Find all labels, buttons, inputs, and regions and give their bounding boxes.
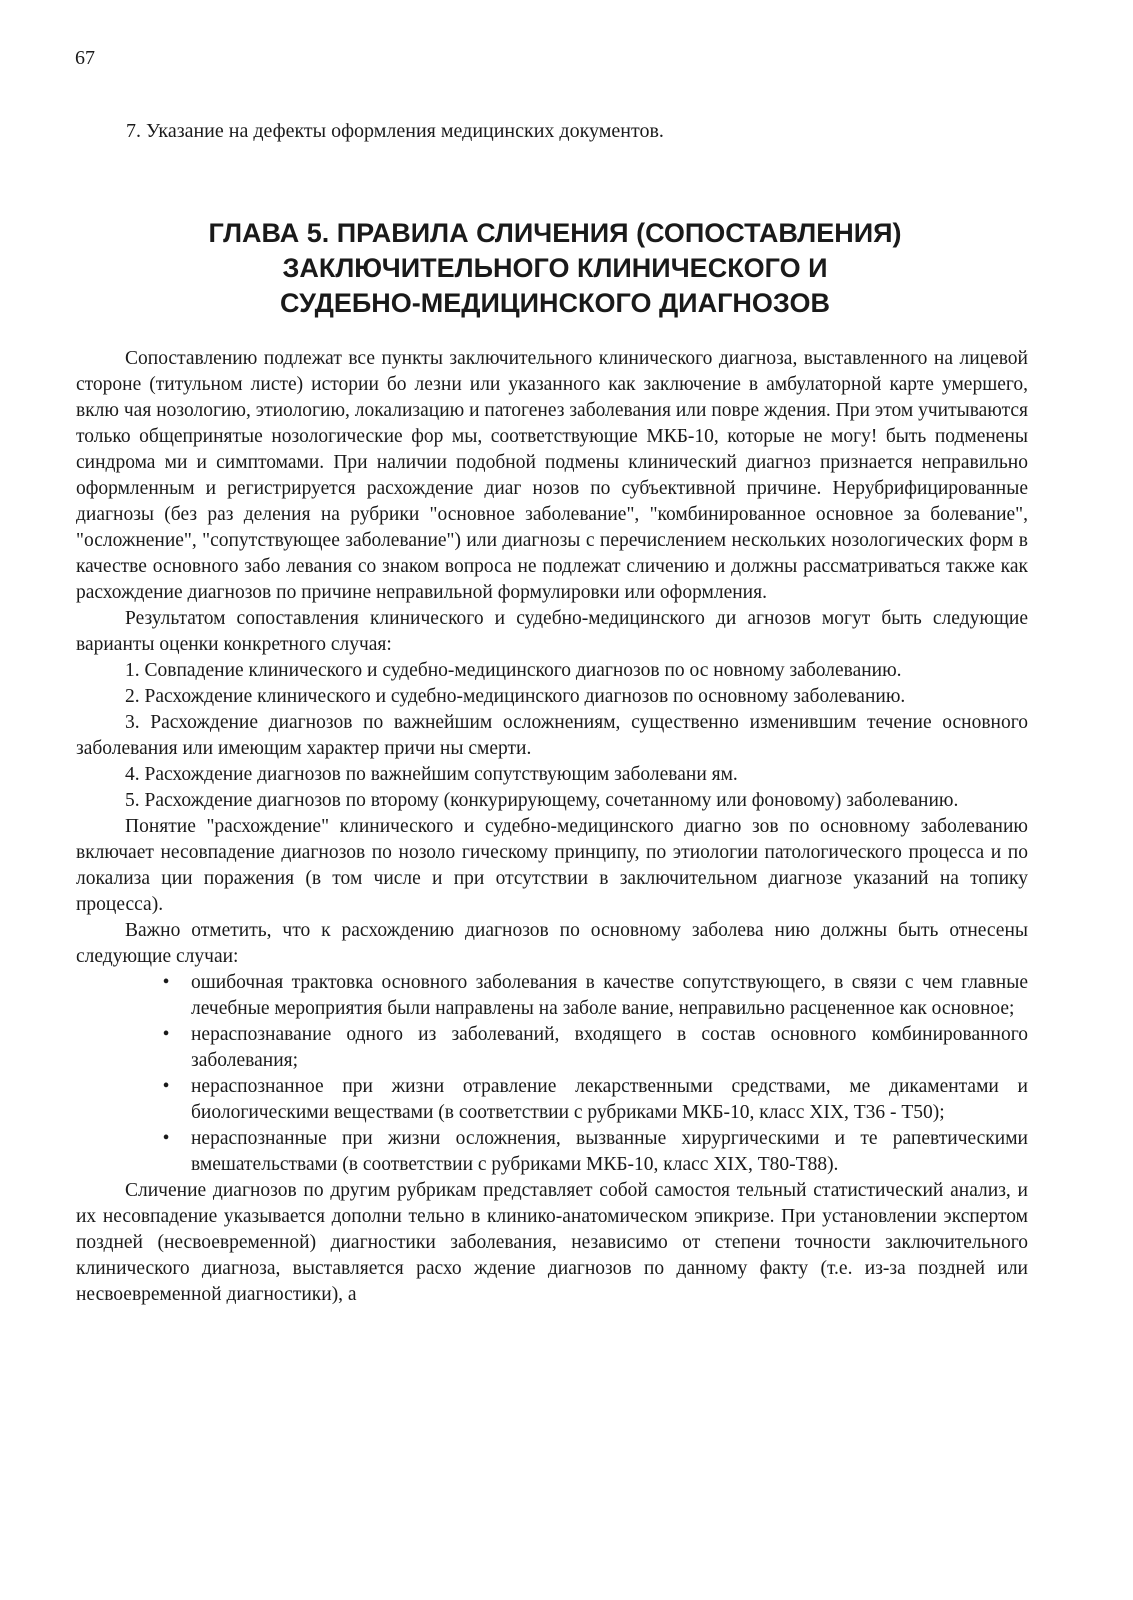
paragraph: Важно отметить, что к расхождению диагнозов по основному заболева нию должны быть отнесены следующие случаи: bbox=[76, 920, 1028, 967]
bullet-text: нераспознанные при жизни осложнения, вызванные хирургическими и те рапевтическими вмешательствами (в соответствии с рубриками МКБ-10, класс XIX, Т80-Т88). bbox=[191, 1128, 1028, 1175]
paragraph: Сличение диагнозов по другим рубрикам представляет собой самостоя тельный статистический анализ, и их несовпадение указывается дополни тельно в клинико-анатомическом эпикризе. При установлении экспертом поздней (несвоевременной) диагностики заболевания, независимо от степени точности заключительного клинического диагноза, выставляется расхо ждение диагнозов по данному факту (т.е. из-за поздней или несвоевременной диагностики), а bbox=[76, 1180, 1028, 1305]
body-text bbox=[76, 346, 1028, 1308]
chapter-title bbox=[75, 216, 1035, 321]
paragraph: Сопоставлению подлежат все пункты заключительного клинического диагноза, выставленного на лицевой стороне (титульном листе) истории бо лезни или указанного как заключение в амбулаторной карте умершего, вклю чая нозологию, этиологию, локализацию и патогенез заболевания или повре ждения. При этом учитываются только общепринятые нозологические фор мы, соответствующие МКБ-10, которые не могу! быть подменены синдрома ми и симптомами. При наличии подобной подмены клинический диагноз признается неправильно оформленным и регистрируется расхождение диаг нозов по субъективной причине. Нерубрифицированные диагнозы (без раз деления на рубрики "основное заболевание", "комбинированное основное за болевание", "осложнение", "сопутствующее заболевание") или диагнозы с перечислением нескольких нозологических форм в качестве основного забо левания со знаком вопроса не подлежат сличению и должны рассматриваться также как расхождение диагнозов по причине неправильной формулировки или оформления. bbox=[76, 348, 1028, 603]
paragraph: Результатом сопоставления клинического и судебно-медицинского ди агнозов могут быть следующие варианты оценки конкретного случая: bbox=[76, 608, 1028, 655]
bullet-text: нераспознавание одного из заболеваний, входящего в состав основного комбинированного заболевания; bbox=[191, 1024, 1028, 1071]
bullet-item bbox=[76, 1022, 1028, 1074]
bullet-icon: • bbox=[162, 1076, 170, 1097]
bullet-icon: • bbox=[162, 1024, 170, 1045]
page-number: 67 bbox=[75, 47, 95, 69]
numbered-item: 5. Расхождение диагнозов по второму (конкурирующему, сочетанному или фоновому) заболеванию. bbox=[125, 790, 959, 811]
chapter-title-line: СУДЕБНО-МЕДИЦИНСКОГО ДИАГНОЗОВ bbox=[280, 288, 830, 318]
bullet-text: ошибочная трактовка основного заболевания в качестве сопутствующего, в связи с чем главные лечебные мероприятия были направлены на заболе вание, неправильно расцененное как основное; bbox=[191, 972, 1028, 1019]
bullet-icon: • bbox=[162, 1128, 170, 1149]
numbered-item: 2. Расхождение клинического и судебно-медицинского диагнозов по основному заболеванию. bbox=[125, 686, 906, 707]
bullet-item bbox=[76, 970, 1028, 1022]
numbered-item: 3. Расхождение диагнозов по важнейшим осложнениям, существенно изменившим течение основного заболевания или имеющим характер причи ны смерти. bbox=[76, 712, 1028, 759]
chapter-title-line: ГЛАВА 5. ПРАВИЛА СЛИЧЕНИЯ (СОПОСТАВЛЕНИЯ) bbox=[208, 218, 902, 248]
bullet-item bbox=[76, 1074, 1028, 1126]
numbered-item: 4. Расхождение диагнозов по важнейшим сопутствующим заболевани ям. bbox=[125, 764, 738, 785]
bullet-icon: • bbox=[162, 972, 170, 993]
chapter-title-line: ЗАКЛЮЧИТЕЛЬНОГО КЛИНИЧЕСКОГО И bbox=[282, 253, 828, 283]
numbered-item: 1. Совпадение клинического и судебно-медицинского диагнозов по ос новному заболеванию. bbox=[125, 660, 902, 681]
intro-list-item: 7. Указание на дефекты оформления медицинских документов. bbox=[126, 120, 664, 142]
paragraph: Понятие "расхождение" клинического и судебно-медицинского диагно зов по основному заболеванию включает несовпадение диагнозов по нозоло гическому принципу, по этиологии патологического процесса и по локализа ции поражения (в том числе и при отсутствии в заключительном диагнозе указаний на топику процесса). bbox=[76, 816, 1028, 915]
bullet-item bbox=[76, 1126, 1028, 1178]
bullet-list bbox=[76, 970, 1028, 1178]
bullet-text: нераспознанное при жизни отравление лекарственными средствами, ме дикаментами и биологическими веществами (в соответствии с рубриками МКБ-10, класс XIX, Т36 - Т50); bbox=[191, 1076, 1028, 1123]
